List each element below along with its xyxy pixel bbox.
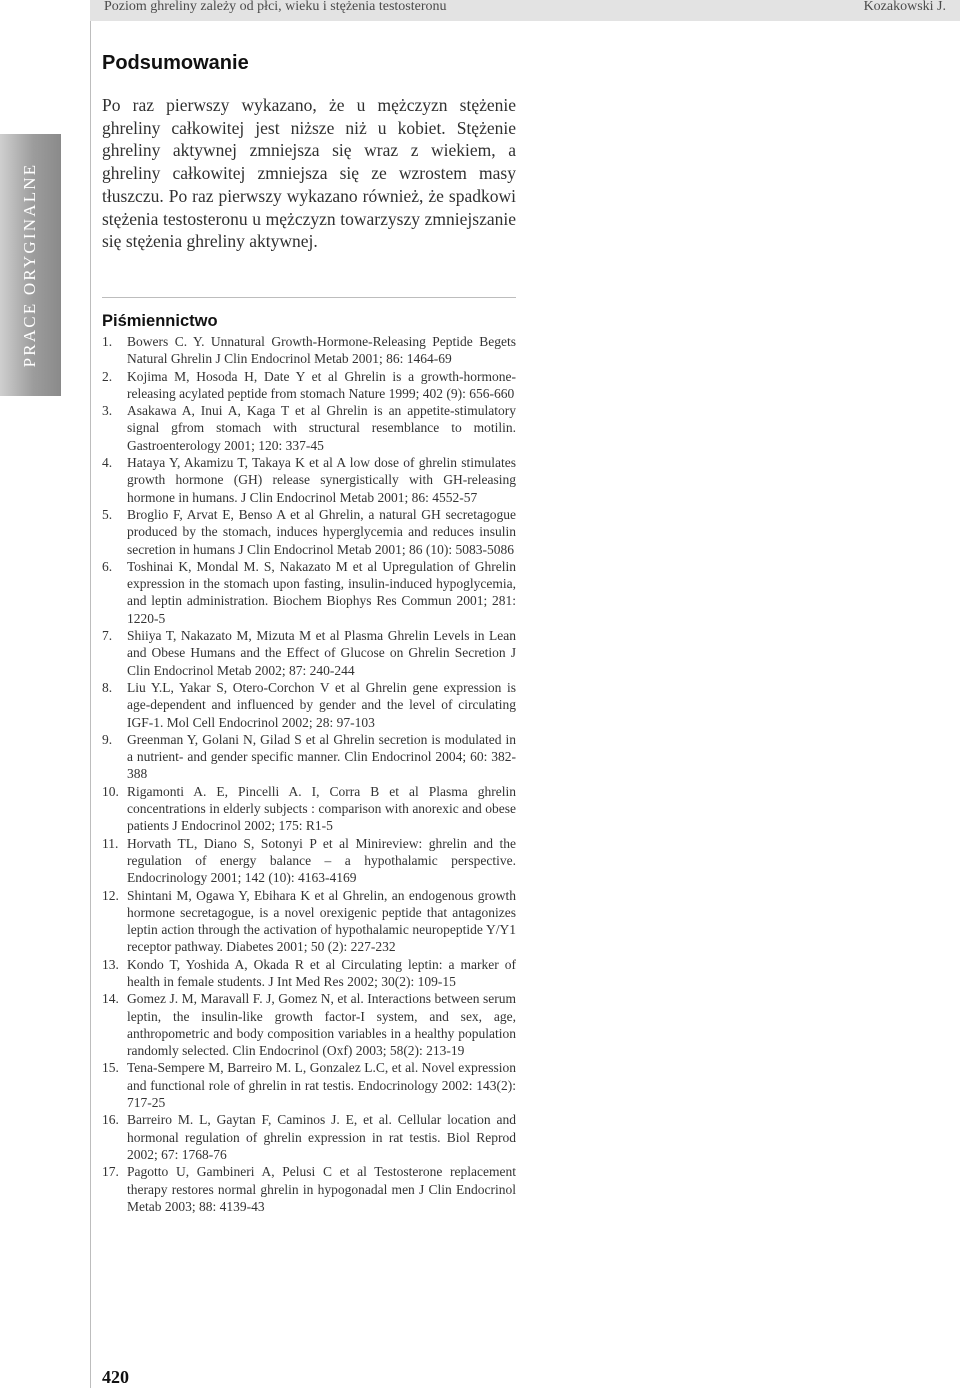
section-divider (102, 297, 516, 298)
reference-number: 3. (102, 403, 113, 419)
reference-item (102, 1111, 516, 1163)
reference-text: Rigamonti A. E, Pincelli A. I, Corra B et al Plasma ghrelin concentrations in elderly subjects : comparison with anorexic and obese patients J Endocrinol 2002; 175: R1-5 (127, 783, 516, 834)
reference-number: 16. (102, 1112, 119, 1128)
reference-text: Kojima M, Hosoda H, Date Y et al Ghrelin is a growth-hormone-releasing acylated peptide from stomach Nature 1999; 402 (9): 656-660 (127, 368, 516, 401)
reference-item (102, 506, 516, 558)
reference-item (102, 956, 516, 991)
reference-item (102, 1163, 516, 1215)
reference-text: Horvath TL, Diano S, Sotonyi P et al Minireview: ghrelin and the regulation of energy balance – a hypothalamic perspective. Endocrinology 2001; 142 (10): 4163-4169 (127, 835, 516, 886)
reference-text: Barreiro M. L, Gaytan F, Caminos J. E, et al. Cellular location and hormonal regulation of ghrelin expression in rat testis. Biol Reprod 2002; 67: 1768-76 (127, 1112, 516, 1162)
reference-number: 5. (102, 506, 113, 522)
reference-number: 12. (102, 887, 119, 903)
reference-text: Broglio F, Arvat E, Benso A et al Ghrelin, a natural GH secretagogue produced by the stomach, induces hyperglycemia and reduces insulin secretion in humans J Clin Endocrinol Metab 2001; 86 (10): 5083-5086 (127, 506, 516, 557)
reference-number: 9. (102, 731, 113, 747)
references-list (102, 333, 516, 1215)
reference-number: 1. (102, 334, 113, 349)
reference-text: Toshinai K, Mondal M. S, Nakazato M et al Upregulation of Ghrelin expression in the stomach upon fasting, insulin-induced hypoglycemia, and leptin administration. Biochem Biophys Res Commun 2001; 281: 1220-5 (127, 558, 516, 626)
reference-number: 4. (102, 455, 113, 471)
reference-text: Tena-Sempere M, Barreiro M. L, Gonzalez L.C, et al. Novel expression and functional role of ghrelin in rat testis. Endocrinology 2002: 143(2): 717-25 (127, 1060, 516, 1111)
reference-item (102, 454, 516, 506)
reference-item (102, 558, 516, 627)
reference-text: Hataya Y, Akamizu T, Takaya K et al A low dose of ghrelin stimulates growth hormone (GH) release synergistically with GH-releasing hormone in humans. J Clin Endocrinol Metab 2001; 86: 4552-57 (127, 455, 516, 505)
reference-item (102, 627, 516, 679)
reference-item (102, 887, 516, 956)
reference-number: 15. (102, 1060, 119, 1076)
header-title: Poziom ghreliny zależy od płci, wieku i stężenia testosteronu (104, 0, 447, 14)
reference-item (102, 402, 516, 454)
reference-number: 2. (102, 368, 113, 384)
reference-item (102, 783, 516, 835)
reference-number: 10. (102, 783, 119, 799)
reference-item (102, 368, 516, 403)
reference-text: Asakawa A, Inui A, Kaga T et al Ghrelin is an appetite-stimulatory signal gfrom stomach with structural resemblance to motilin. Gastroenterology 2001; 120: 337-45 (127, 403, 516, 453)
reference-text: Gomez J. M, Maravall F. J, Gomez N, et al. Interactions between serum leptin, the insulin-like growth factor-I system, and sex, age, anthropometric and body composition variables in a healthy population randomly selected. Clin Endocrinol (Oxf) 2003; 58(2): 213-19 (127, 991, 516, 1059)
header-author: Kozakowski J. (863, 0, 946, 14)
reference-text: Greenman Y, Golani N, Gilad S et al Ghrelin secretion is modulated in a nutrient- and gender specific manner. Clin Endocrinol 2004; 60: 382-388 (127, 731, 516, 782)
reference-text: Pagotto U, Gambineri A, Pelusi C et al Testosterone replacement therapy restores normal ghrelin in hypogonadal men J Clin Endocrinol Metab 2003; 88: 4139-43 (127, 1164, 516, 1214)
reference-item (102, 731, 516, 783)
reference-number: 8. (102, 679, 113, 695)
reference-number: 11. (102, 835, 119, 851)
reference-text: Shiiya T, Nakazato M, Mizuta M et al Plasma Ghrelin Levels in Lean and Obese Humans and the Effect of Glucose on Ghrelin Secretion J Clin Endocrinol Metab 2002; 87: 240-244 (127, 628, 516, 678)
reference-item (102, 333, 516, 368)
page-number: 420 (102, 1367, 129, 1387)
reference-text: Shintani M, Ogawa Y, Ebihara K et al Ghrelin, an endogenous growth hormone secretagogue, is a novel orexigenic peptide that antagonizes leptin action through the activation of hypothalamic neuropeptide Y/Y1 receptor pathway. Diabetes 2001; 50 (2): 227-232 (127, 887, 516, 955)
reference-item (102, 679, 516, 731)
reference-number: 13. (102, 956, 119, 972)
section-side-label: PRACE ORYGINALNE (20, 162, 39, 368)
reference-text: Bowers C. Y. Unnatural Growth-Hormone-Releasing Peptide Begets Natural Ghrelin J Clin Endocrinol Metab 2001; 86: 1464-69 (127, 334, 516, 367)
references-heading: Piśmiennictwo (102, 312, 218, 330)
reference-text: Liu Y.L, Yakar S, Otero-Corchon V et al Ghrelin gene expression is age-dependent and influenced by gender and the level of circulating IGF-1. Mol Cell Endocrinol 2002; 28: 97-103 (127, 679, 516, 730)
reference-item (102, 1059, 516, 1111)
reference-number: 7. (102, 628, 113, 644)
reference-number: 17. (102, 1164, 119, 1180)
reference-item (102, 990, 516, 1059)
summary-paragraph: Po raz pierwszy wykazano, że u mężczyzn stężenie ghreliny całkowitej jest niższe niż u kobiet. Stężenie ghreliny aktywnej zmniejsza się wraz z wiekiem, a ghreliny całkowitej zmniejsza się ze wzrostem masy tłuszczu. Po raz pierwszy wykazano również, że spadkowi stężenia testosteronu u mężczyzn towarzyszy zmniejszanie się stężenia ghreliny aktywnej. (102, 95, 516, 252)
summary-heading: Podsumowanie (102, 52, 249, 74)
running-header (90, 0, 960, 21)
reference-number: 6. (102, 558, 113, 574)
reference-text: Kondo T, Yoshida A, Okada R et al Circulating leptin: a marker of health in female students. J Int Med Res 2002; 30(2): 109-15 (127, 956, 516, 989)
reference-number: 14. (102, 991, 119, 1007)
reference-item (102, 835, 516, 887)
margin-rule (90, 21, 91, 1388)
